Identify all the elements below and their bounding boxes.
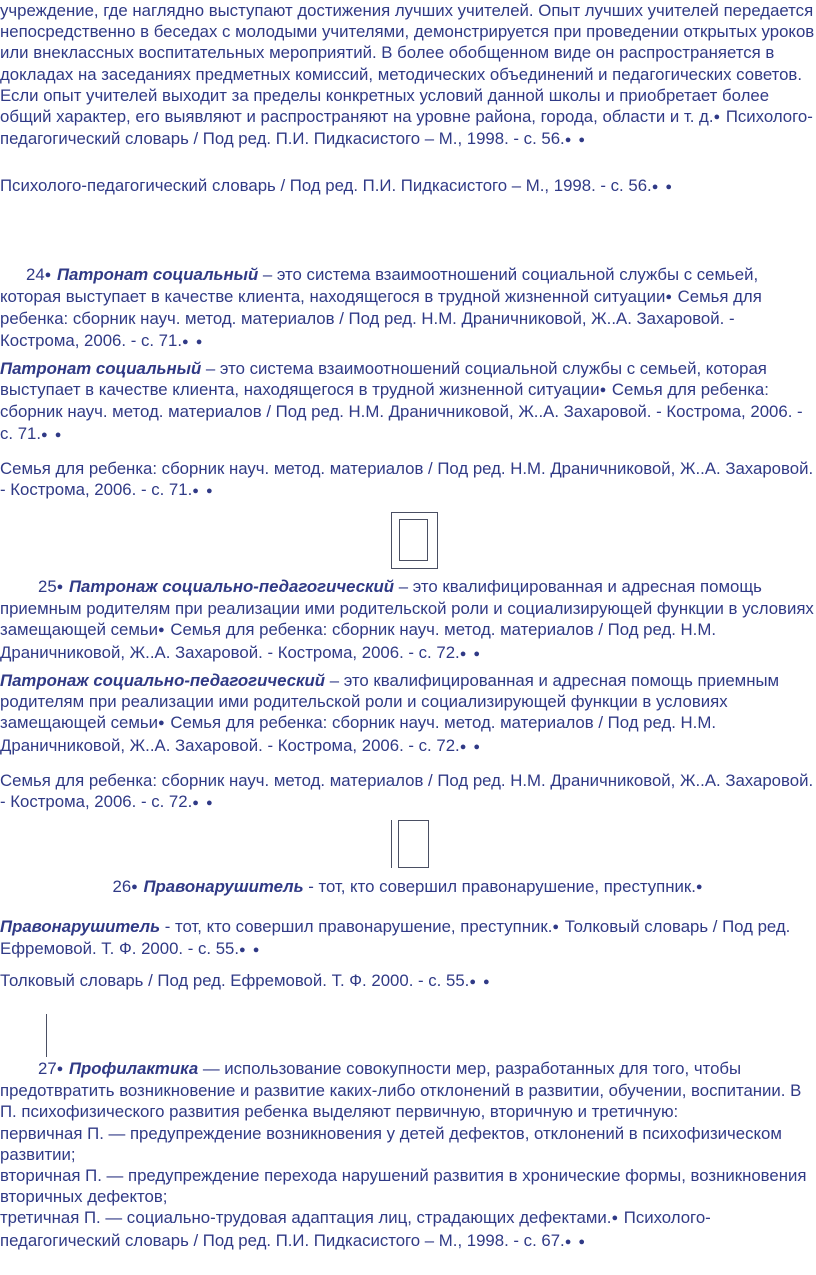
entry-term: Правонарушитель	[0, 917, 161, 936]
footnote-end-markers: ● ●	[564, 1235, 588, 1248]
footnote-end-markers: ● ●	[239, 944, 262, 957]
vertical-bar-icon	[391, 820, 392, 868]
footnote-reference: Семья для ребенка: сборник науч. метод. материалов / Под ред. Н.М. Драничниковой, Ж..А. Захаровой. - Кострома, 2006. - с. 71.	[0, 459, 814, 500]
footnote-reference: Семья для ребенка: сборник науч. метод. материалов / Под ред. Н.М. Драничниковой, Ж..А. Захаровой. - Кострома, 2006. - с. 72.	[0, 713, 716, 755]
footnote-marker-icon: ●	[158, 624, 166, 637]
footnote-end-markers: ● ●	[41, 428, 64, 441]
replacement-box-icon	[391, 512, 438, 569]
footnote-end-markers: ● ●	[651, 181, 675, 193]
footnote-end-markers: ● ●	[192, 485, 215, 498]
footnote-marker-icon: ●	[611, 1212, 620, 1225]
entry-term: Патронаж социально-педагогический	[0, 671, 326, 690]
footnote-source	[0, 458, 816, 502]
footnote-end-markers: ● ●	[469, 976, 492, 988]
vertical-bar-icon	[46, 1014, 47, 1057]
entry-term: Патронат социальный	[52, 265, 259, 284]
footnote-end-markers: ● ●	[459, 740, 483, 753]
entry-definition: - тот, кто совершил правонарушение, преступник.	[303, 877, 696, 896]
footnote-entry-25	[0, 670, 816, 758]
footnote-marker-icon: ●	[131, 881, 139, 893]
entry-definition: – это квалифицированная и адресная помощь приемным родителям при реализации ими родительской роли и социализирующей функции в условиях замещающей семьи	[0, 671, 780, 733]
footnote-end-markers: ● ●	[564, 134, 588, 147]
footnote-reference: Толковый словарь / Под ред. Ефремовой. Т. Ф. 2000. - с. 55.	[0, 971, 470, 990]
footnote-marker-icon: ●	[695, 881, 704, 893]
entry-line-secondary: вторичная П. — предупреждение перехода нарушений развития в хронические формы, возникновения вторичных дефектов;	[0, 1166, 807, 1207]
entry-line-tertiary	[0, 1207, 816, 1252]
footnote-end-markers: ● ●	[192, 797, 215, 810]
footnote-marker-icon: ●	[713, 111, 722, 124]
entry-definition: — использование совокупности мер, разработанных для того, чтобы предотвратить возникновение и развитие каких-либо отклонений в развитии, обучении, воспитании. В П. психофизического развития ребенка выделяют первичную, вторичную и третичную:	[0, 1059, 802, 1122]
footnote-marker-icon: ●	[552, 921, 561, 933]
footnote-reference: Психолого-педагогический словарь / Под ред. П.И. Пидкасистого – М., 1998. - с. 56.	[0, 176, 652, 195]
footnote-reference: Семья для ребенка: сборник науч. метод. материалов / Под ред. Н.М. Драничниковой, Ж..А. Захаровой. - Кострома, 2006. - с. 72.	[0, 771, 814, 812]
entry-definition: – это система взаимоотношений социальной службы с семьей, которая выступает в качестве клиента, находящегося в трудной жизненной ситуации	[0, 359, 767, 400]
footnote-end-markers: ● ●	[459, 647, 483, 660]
footnote-entry-24	[0, 358, 816, 446]
footnote-source	[0, 970, 816, 993]
glossary-entry-25	[0, 576, 816, 665]
footnote-reference: Толковый словарь / Под ред. Ефремовой. Т. Ф. 2000. - с. 55.	[0, 917, 791, 959]
footnote-marker-icon: ●	[158, 717, 166, 730]
entry-number: 25	[38, 577, 57, 596]
footnote-end-markers: ● ●	[182, 335, 205, 348]
entry-number: 26	[112, 877, 132, 896]
glossary-entry-24	[0, 264, 816, 353]
entry-number: 24	[26, 265, 45, 284]
entry-intro	[0, 1058, 816, 1123]
entry-term: Правонарушитель	[138, 877, 304, 896]
entry-term: Профилактика	[64, 1059, 199, 1078]
glossary-entry-26	[0, 876, 816, 898]
footnote-source	[0, 770, 816, 814]
footnote-source	[0, 175, 816, 198]
paragraph-text: учреждение, где наглядно выступают достижения лучших учителей. Опыт лучших учителей передается непосредственно в беседах с молодыми учителями, демонстрируется при проведении открытых уроков или внеклассных воспитательных мероприятий. В более обобщенном виде он распространяется в докладах на заседаниях предметных комиссий, методических объединений и педагогических советов. Если опыт учителей выходит за пределы конкретных условий данной школы и приобретает более общий характер, его выявляют и распространяют на уровне района, города, области и т. д.	[0, 1, 815, 127]
footnote-reference: Семья для ребенка: сборник науч. метод. материалов / Под ред. Н.М. Драничниковой, Ж..А. Захаровой. - Кострома, 2006. - с. 71.	[0, 380, 803, 443]
entry-definition: третичная П. — социально-трудовая адаптация лиц, страдающих дефектами.	[0, 1208, 612, 1228]
footnote-marker-icon: ●	[665, 291, 673, 304]
paragraph-experience-continuation	[0, 0, 816, 151]
entry-line-primary: первичная П. — предупреждение возникновения у детей дефектов, отклонений в психофизическом развитии;	[0, 1123, 782, 1164]
footnote-entry-26	[0, 916, 816, 961]
replacement-box-inner	[399, 519, 428, 561]
entry-definition: - тот, кто совершил правонарушение, преступник.	[160, 917, 553, 936]
footnote-reference: Психолого-педагогический словарь / Под ред. П.И. Пидкасистого – М., 1998. - с. 67.	[0, 1208, 711, 1250]
footnote-reference: Психолого-педагогический словарь / Под ред. П.И. Пидкасистого – М., 1998. - с. 56.	[0, 107, 813, 149]
entry-definition: – это система взаимоотношений социальной службы с семьей, которая выступает в качестве клиента, находящегося в трудной жизненной ситуации	[0, 265, 759, 307]
replacement-box-icon	[398, 820, 429, 868]
footnote-reference: Семья для ребенка: сборник науч. метод. материалов / Под ред. Н.М. Драничниковой, Ж..А. Захаровой. - Кострома, 2006. - с. 72.	[0, 620, 716, 662]
entry-definition: – это квалифицированная и адресная помощь приемным родителям при реализации ими родительской роли и социализирующей функции в условиях замещающей семьи	[0, 577, 814, 640]
footnote-marker-icon: ●	[599, 384, 608, 397]
glossary-entry-27	[0, 1058, 816, 1253]
footnote-reference: Семья для ребенка: сборник науч. метод. материалов / Под ред. Н.М. Драничниковой, Ж..А. Захаровой. - Кострома, 2006. - с. 71.	[0, 287, 762, 350]
footnote-marker-icon: ●	[56, 1063, 65, 1075]
footnote-marker-icon: ●	[44, 269, 53, 281]
entry-number: 27	[38, 1059, 57, 1078]
entry-term: Патронаж социально-педагогический	[64, 577, 395, 596]
footnote-marker-icon: ●	[56, 581, 65, 593]
entry-term: Патронат социальный	[0, 359, 202, 378]
